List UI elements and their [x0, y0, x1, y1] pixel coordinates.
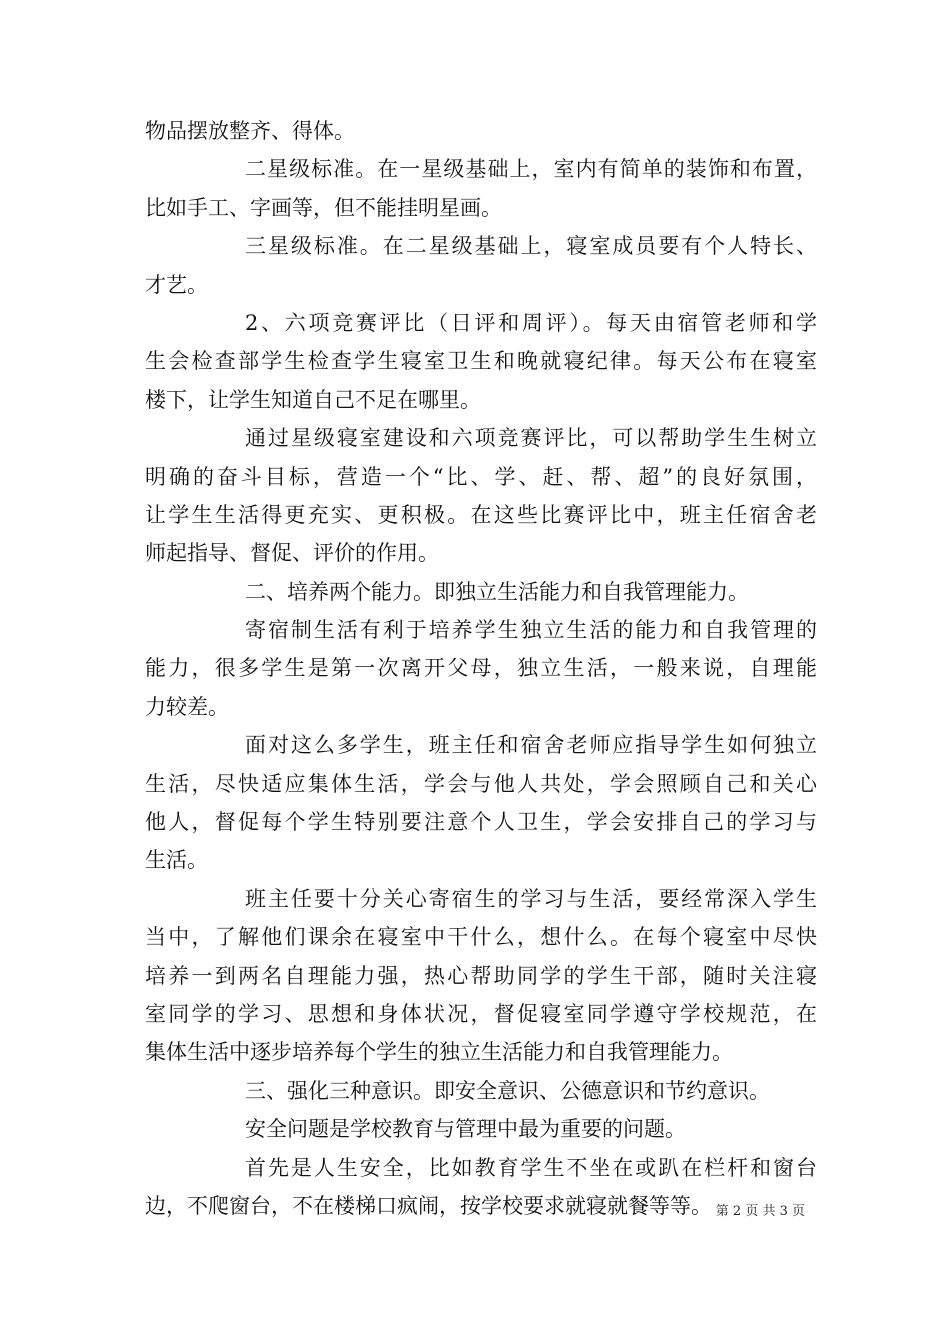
text-line: 生活，尽快适应集体生活，学会与他人共处，学会照顾自己和关心 [145, 771, 817, 796]
text-line: 当中，了解他们课余在寝室中干什么，想什么。在每个寝室中尽快 [145, 925, 817, 950]
text-line: 师起指导、督促、评价的作用。 [145, 541, 439, 566]
text-line: 才艺。 [145, 272, 208, 297]
text-line: 让学生生活得更充实、更积极。在这些比赛评比中，班主任宿舍老 [145, 502, 817, 527]
text-line: 物品摆放整齐、得体。 [145, 119, 355, 143]
text-line: 他人，督促每个学生特别要注意个人卫生，学会安排自己的学习与 [145, 810, 817, 835]
text-line: 首先是人生安全，比如教育学生不坐在或趴在栏杆和窗台 [245, 1155, 817, 1180]
text-line: 比如手工、字画等，但不能挂明星画。 [145, 195, 502, 220]
text-line: 楼下，让学生知道自己不足在哪里。 [145, 387, 481, 412]
text-line: 室同学的学习、思想和身体状况，督促寝室同学遵守学校规范，在 [145, 1001, 817, 1026]
text-line: 生活。 [145, 848, 208, 873]
text-line: 力较差。 [145, 694, 229, 719]
page-number: 第 2 页 共 3 页 [715, 1204, 805, 1219]
text-line: 集体生活中逐步培养每个学生的独立生活能力和自我管理能力。 [145, 1040, 733, 1065]
text-line: 寄宿制生活有利于培养学生独立生活的能力和自我管理的 [245, 618, 817, 643]
text-line: 边，不爬窗台，不在楼梯口疯闹，按学校要求就寝就餐等等。 [145, 1193, 712, 1218]
document-body [145, 112, 817, 1225]
text-line: 培养一到两名自理能力强，热心帮助同学的学生干部，随时关注寝 [145, 963, 817, 988]
text-line: 二星级标准。在一星级基础上，室内有简单的装饰和布置， [245, 157, 817, 182]
text-line: 班主任要十分关心寄宿生的学习与生活，要经常深入学生 [245, 886, 817, 911]
text-line: 能力，很多学生是第一次离开父母，独立生活，一般来说，自理能 [145, 656, 817, 681]
text-line: 明确的奋斗目标，营造一个“比、学、赶、帮、超”的良好氛围， [145, 464, 817, 489]
text-line: 2、六项竞赛评比（日评和周评）。每天由宿管老师和学 [245, 310, 817, 335]
text-line: 面对这么多学生，班主任和宿舍老师应指导学生如何独立 [245, 733, 817, 758]
text-line: 二、培养两个能力。即独立生活能力和自我管理能力。 [245, 579, 749, 604]
text-line: 生会检查部学生检查学生寝室卫生和晚就寝纪律。每天公布在寝室 [145, 349, 817, 374]
text-line: 通过星级寝室建设和六项竞赛评比，可以帮助学生生树立 [245, 426, 817, 451]
text-line: 三星级标准。在二星级基础上，寝室成员要有个人特长、 [245, 234, 817, 259]
text-line: 三、强化三种意识。即安全意识、公德意识和节约意识。 [245, 1078, 770, 1103]
text-line: 安全问题是学校教育与管理中最为重要的问题。 [245, 1117, 686, 1142]
